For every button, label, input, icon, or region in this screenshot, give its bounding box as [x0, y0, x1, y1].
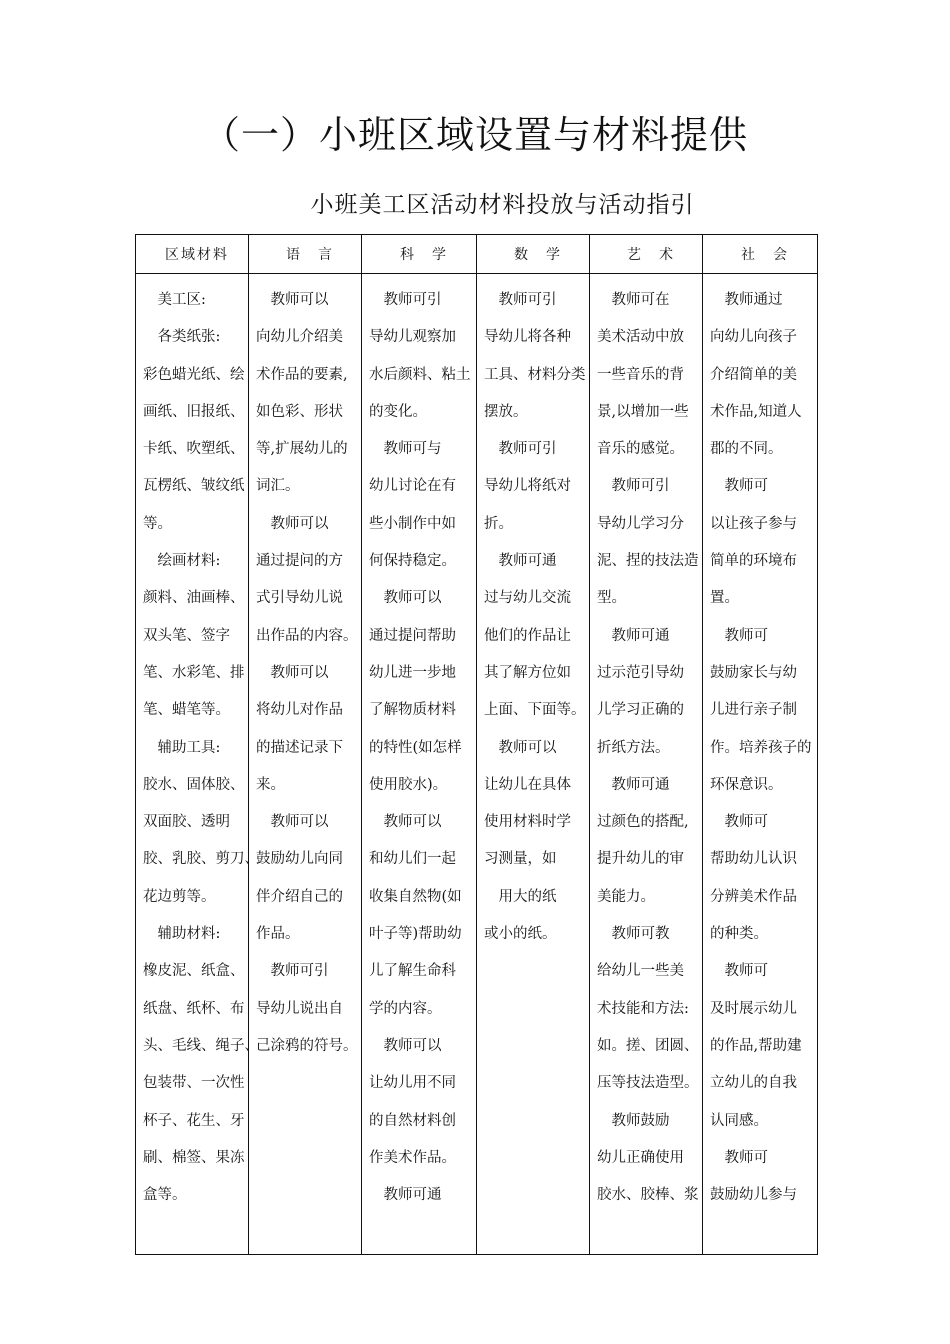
cell-line: 幼儿进一步地 — [369, 664, 456, 681]
cell-line: 教师可 — [710, 478, 768, 495]
cell-line: 画纸、旧报纸、 — [143, 403, 245, 420]
cell-line: 教师可以 — [369, 1037, 442, 1054]
cell-line: 教师可引 — [597, 478, 670, 495]
cell-line: 让幼儿在具体 — [484, 776, 571, 793]
cell-line: 鼓励家长与幼 — [710, 664, 797, 681]
cell-line: 美术活动中放 — [597, 329, 684, 346]
cell-line: 叶子等)帮助幼 — [369, 926, 462, 943]
cell-line: 鼓励幼儿向同 — [256, 851, 343, 868]
cell-line: 来。 — [256, 776, 285, 793]
cell-line: 教师可在 — [597, 292, 670, 308]
cell-line: 介绍简单的美 — [710, 366, 797, 383]
cell-line: 辅助材料: — [143, 926, 221, 943]
table-body-row — [136, 274, 818, 1255]
cell-line: 教师可引 — [256, 963, 329, 980]
cell-line: 置。 — [710, 590, 739, 607]
cell-line: 美工区: — [143, 292, 206, 308]
cell-line: 彩色蜡光纸、绘 — [143, 366, 245, 383]
cell-line: 卡纸、吹塑纸、 — [143, 441, 245, 458]
cell-line: 作品。 — [256, 926, 300, 943]
cell-line: 泥、捏的技法造 — [597, 553, 699, 570]
cell-line: 作。培养孩子的 — [710, 739, 812, 756]
cell-line: 教师可 — [710, 1149, 768, 1166]
cell-line: 教师可以 — [369, 590, 442, 607]
cell-line: 郡的不同。 — [710, 441, 783, 458]
cell-line: 教师可引 — [369, 292, 442, 308]
cell-line: 的自然材料创 — [369, 1112, 456, 1129]
cell-materials — [136, 274, 259, 1255]
cell-line: 等,扩展幼儿的 — [256, 441, 348, 458]
cell-line: 双头笔、签字 — [143, 627, 230, 644]
cell-line: 给幼儿一些美 — [597, 963, 684, 980]
cell-line: 向幼儿向孩子 — [710, 329, 797, 346]
cell-line: 导幼儿观察加 — [369, 329, 456, 346]
cell-line: 及时展示幼儿 — [710, 1000, 797, 1017]
header-math: 数 学 — [477, 235, 590, 274]
cell-line: 导幼儿说出自 — [256, 1000, 343, 1017]
cell-line: 工具、材料分类 — [484, 366, 586, 383]
cell-line: 胶水、胶棒、浆 — [597, 1187, 699, 1204]
cell-line: 音乐的感觉。 — [597, 441, 684, 458]
cell-line: 折纸方法。 — [597, 739, 670, 756]
cell-line: 以让孩子参与 — [710, 515, 797, 532]
cell-line: 己涂鸦的符号。 — [256, 1037, 358, 1054]
cell-line: 教师可引 — [484, 292, 557, 308]
cell-line: 杯子、花生、牙 — [143, 1112, 245, 1129]
cell-line: 词汇。 — [256, 478, 300, 495]
cell-line: 的种类。 — [710, 926, 768, 943]
cell-line: 术作品,知道人 — [710, 403, 802, 420]
header-language: 语 言 — [249, 235, 362, 274]
cell-line: 导幼儿将纸对 — [484, 478, 571, 495]
cell-line: 分辨美术作品 — [710, 888, 797, 905]
header-materials: 区域材料 — [136, 235, 249, 274]
cell-line: 鼓励幼儿参与 — [710, 1187, 797, 1204]
cell-line: 教师可教 — [597, 926, 670, 943]
cell-line: 花边剪等。 — [143, 888, 216, 905]
cell-line: 一些音乐的背 — [597, 366, 684, 383]
cell-line: 儿学习正确的 — [597, 702, 684, 719]
header-art: 艺 术 — [590, 235, 703, 274]
cell-line: 纸盘、纸杯、布 — [143, 1000, 245, 1017]
cell-line: 水后颜料、粘土 — [369, 366, 471, 383]
cell-line: 笔、蜡笔等。 — [143, 702, 230, 719]
cell-line: 型。 — [597, 590, 626, 607]
cell-line: 美能力。 — [597, 888, 655, 905]
cell-line: 胶水、固体胶、 — [143, 776, 245, 793]
cell-line: 帮助幼儿认识 — [710, 851, 797, 868]
cell-line: 的作品,帮助建 — [710, 1037, 802, 1054]
cell-line: 提升幼儿的审 — [597, 851, 684, 868]
cell-line: 的变化。 — [369, 403, 427, 420]
header-society: 社 会 — [703, 235, 818, 274]
cell-line: 教师可通 — [484, 553, 557, 570]
cell-line: 导幼儿将各种 — [484, 329, 571, 346]
cell-line: 了解物质材料 — [369, 702, 456, 719]
cell-line: 作美术作品。 — [369, 1149, 456, 1166]
cell-line: 教师可通 — [597, 627, 670, 644]
cell-line: 头、毛线、绳子、 — [143, 1037, 259, 1054]
cell-line: 伴介绍自己的 — [256, 888, 343, 905]
cell-line: 环保意识。 — [710, 776, 783, 793]
cell-line: 认同感。 — [710, 1112, 768, 1129]
cell-line: 过与幼儿交流 — [484, 590, 571, 607]
cell-line: 教师可与 — [369, 441, 442, 458]
cell-society — [703, 274, 818, 1255]
cell-line: 瓦楞纸、皱纹纸 — [143, 478, 245, 495]
cell-line: 儿了解生命科 — [369, 963, 456, 980]
cell-line: 或小的纸。 — [484, 926, 557, 943]
cell-line: 使用材料时学 — [484, 814, 571, 831]
cell-line: 式引导幼儿说 — [256, 590, 343, 607]
cell-line: 胶、乳胶、剪刀、 — [143, 851, 259, 868]
cell-line: 刷、棉签、果冻 — [143, 1149, 245, 1166]
cell-line: 双面胶、透明 — [143, 814, 230, 831]
header-science: 科 学 — [362, 235, 477, 274]
cell-line: 教师可以 — [256, 515, 329, 532]
cell-line: 折。 — [484, 515, 513, 532]
cell-line: 教师可以 — [256, 814, 329, 831]
cell-line: 压等技法造型。 — [597, 1075, 699, 1092]
cell-math — [477, 274, 590, 1255]
cell-line: 让幼儿用不同 — [369, 1075, 456, 1092]
cell-line: 各类纸张: — [143, 329, 221, 346]
cell-line: 教师可引 — [484, 441, 557, 458]
cell-line: 教师可 — [710, 963, 768, 980]
cell-line: 教师可以 — [256, 292, 329, 308]
cell-line: 其了解方位如 — [484, 664, 571, 681]
cell-line: 简单的环境布 — [710, 553, 797, 570]
cell-line: 教师可 — [710, 627, 768, 644]
cell-line: 他们的作品让 — [484, 627, 571, 644]
cell-line: 教师可通 — [597, 776, 670, 793]
cell-line: 教师鼓励 — [597, 1112, 670, 1129]
table-header-row — [136, 235, 818, 274]
cell-line: 向幼儿介绍美 — [256, 329, 343, 346]
cell-line: 教师通过 — [710, 292, 783, 308]
cell-line: 笔、水彩笔、排 — [143, 664, 245, 681]
cell-line: 学的内容。 — [369, 1000, 442, 1017]
cell-line: 导幼儿学习分 — [597, 515, 684, 532]
activity-guide-table — [135, 234, 818, 1255]
cell-line: 和幼儿们一起 — [369, 851, 456, 868]
cell-language — [249, 274, 362, 1255]
cell-line: 的特性(如怎样 — [369, 739, 462, 756]
cell-line: 将幼儿对作品 — [256, 702, 343, 719]
cell-line: 幼儿正确使用 — [597, 1149, 684, 1166]
cell-line: 习测量，如 — [484, 851, 557, 868]
cell-line: 上面、下面等。 — [484, 702, 586, 719]
cell-line: 辅助工具: — [143, 739, 221, 756]
cell-line: 幼儿讨论在有 — [369, 478, 456, 495]
cell-line: 颜料、油画棒、 — [143, 590, 245, 607]
cell-line: 使用胶水)。 — [369, 776, 448, 793]
cell-line: 出作品的内容。 — [256, 627, 358, 644]
cell-line: 橡皮泥、纸盒、 — [143, 963, 245, 980]
cell-line: 立幼儿的自我 — [710, 1075, 797, 1092]
cell-science — [362, 274, 477, 1255]
cell-line: 通过提问的方 — [256, 553, 343, 570]
cell-art — [590, 274, 703, 1255]
cell-line: 儿进行亲子制 — [710, 702, 797, 719]
cell-line: 盒等。 — [143, 1187, 187, 1204]
cell-line: 何保持稳定。 — [369, 553, 456, 570]
cell-line: 教师可以 — [484, 739, 557, 756]
cell-line: 等。 — [143, 515, 172, 532]
cell-line: 术技能和方法: — [597, 1000, 689, 1017]
cell-line: 的描述记录下 — [256, 739, 343, 756]
cell-line: 过示范引导幼 — [597, 664, 684, 681]
cell-line: 教师可以 — [256, 664, 329, 681]
cell-line: 收集自然物(如 — [369, 888, 462, 905]
cell-line: 绘画材料: — [143, 553, 221, 570]
cell-line: 术作品的要素, — [256, 366, 348, 383]
cell-line: 包装带、一次性 — [143, 1075, 245, 1092]
cell-line: 教师可 — [710, 814, 768, 831]
cell-line: 教师可以 — [369, 814, 442, 831]
cell-line: 通过提问帮助 — [369, 627, 456, 644]
cell-line: 如色彩、形状 — [256, 403, 343, 420]
cell-line: 摆放。 — [484, 403, 528, 420]
page-title: （一）小班区域设置与材料提供 — [201, 113, 748, 157]
cell-line: 过颜色的搭配, — [597, 814, 689, 831]
cell-line: 景,以增加一些 — [597, 403, 689, 420]
cell-line: 如。搓、团圆、 — [597, 1037, 699, 1054]
cell-line: 用大的纸 — [484, 888, 557, 905]
cell-line: 些小制作中如 — [369, 515, 456, 532]
table-title: 小班美工区活动材料投放与活动指引 — [310, 192, 695, 218]
cell-line: 教师可通 — [369, 1187, 442, 1204]
